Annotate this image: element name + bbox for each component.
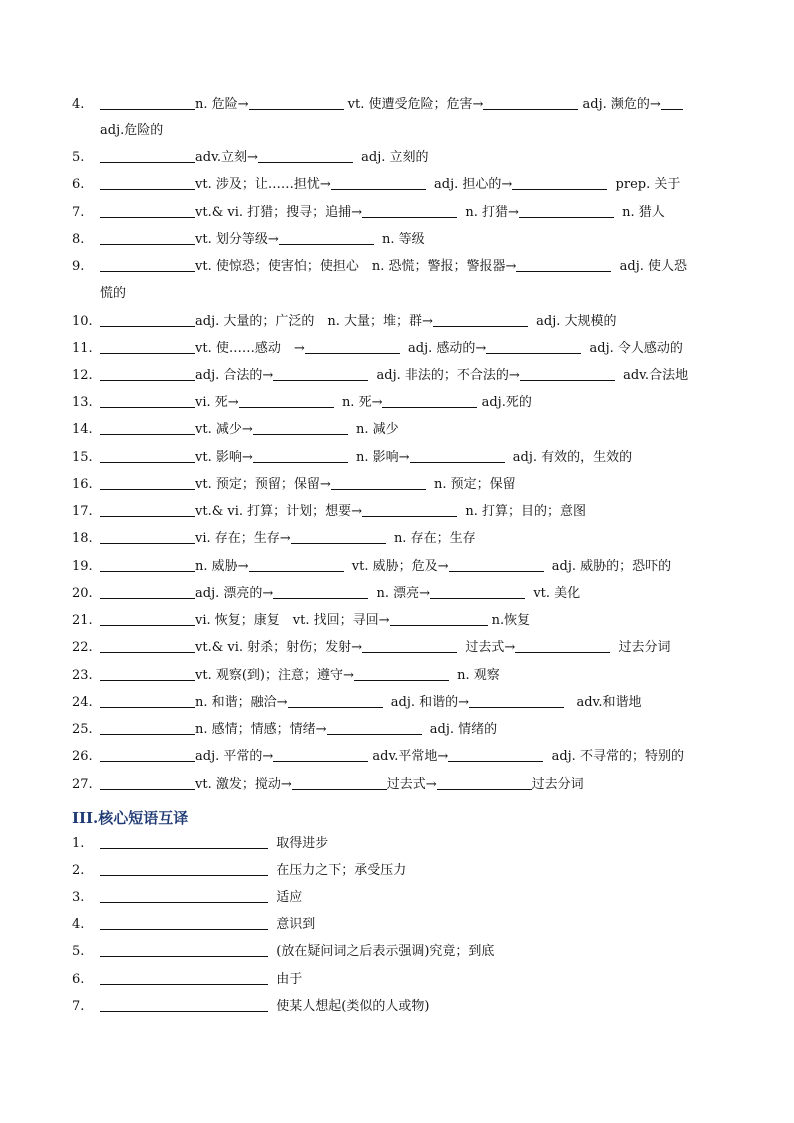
item-number: 2. — [72, 863, 85, 878]
item-text: 过去式→ — [465, 640, 516, 655]
item-text: 过去分词 — [618, 640, 671, 655]
item-continuation: 慌的 — [100, 286, 127, 301]
vocab-item — [72, 420, 732, 440]
answer-blank[interactable] — [100, 889, 268, 903]
item-number: 8. — [72, 232, 85, 247]
item-text: vt. 美化 — [533, 586, 581, 601]
item-text: n. 影响→ — [356, 450, 410, 465]
item-text: adj. 非法的；不合法的→ — [376, 368, 520, 383]
answer-blank[interactable] — [362, 639, 457, 653]
answer-blank[interactable] — [512, 176, 607, 190]
item-text: vt. 激发；搅动→ — [195, 777, 292, 792]
item-number: 27. — [72, 777, 93, 792]
phrase-meaning: 意识到 — [276, 917, 316, 932]
item-text: adj. 和谐的→ — [390, 695, 470, 710]
answer-blank[interactable] — [100, 943, 268, 957]
item-text: adj. 担心的→ — [434, 177, 513, 192]
vocab-item — [72, 529, 732, 549]
phrase-item — [72, 970, 732, 990]
item-text: n. 打猎→ — [465, 205, 519, 220]
vocab-item — [72, 312, 732, 332]
item-number: 25. — [72, 722, 93, 737]
item-text: n. 威胁→ — [195, 559, 249, 574]
item-text: n. 减少 — [356, 422, 399, 437]
phrase-meaning: 由于 — [276, 972, 303, 987]
section-title: III.核心短语互译 — [72, 809, 189, 827]
answer-blank[interactable] — [100, 639, 195, 653]
item-number: 6. — [72, 972, 85, 987]
item-number: 7. — [72, 205, 85, 220]
answer-blank[interactable] — [100, 394, 195, 408]
answer-blank[interactable] — [100, 231, 195, 245]
answer-blank[interactable] — [249, 558, 344, 572]
item-text: vt. 使……感动 → — [195, 341, 305, 356]
vocab-item — [72, 448, 732, 468]
phrase-meaning: (放在疑问词之后表示强调)究竟；到底 — [276, 944, 495, 959]
answer-blank[interactable] — [100, 835, 268, 849]
item-text: adj. 令人感动的 — [589, 341, 683, 356]
item-text: vt.& vi. 打猎；搜寻；追捕→ — [195, 205, 363, 220]
answer-blank[interactable] — [100, 748, 195, 762]
item-number: 7. — [72, 999, 85, 1014]
item-text: n. 观察 — [457, 668, 500, 683]
item-text: vt. 划分等级→ — [195, 232, 279, 247]
answer-blank[interactable] — [100, 971, 268, 985]
item-text: n.恢复 — [491, 613, 531, 628]
item-number: 13. — [72, 395, 93, 410]
vocab-item — [72, 175, 732, 195]
item-text: adj. 平常的→ — [195, 749, 274, 764]
answer-blank[interactable] — [258, 149, 353, 163]
item-text: adv.和谐地 — [576, 695, 642, 710]
item-text: 过去式→ — [386, 777, 437, 792]
vocab-item — [72, 230, 732, 250]
item-text: vi. 恢复；康复 vt. 找回；寻回→ — [195, 613, 390, 628]
item-text: adj. 大规模的 — [536, 314, 617, 329]
answer-blank[interactable] — [516, 258, 611, 272]
phrase-meaning: 在压力之下；承受压力 — [276, 863, 407, 878]
phrase-meaning: 使某人想起(类似的人或物) — [276, 999, 430, 1014]
item-text: n. 危险→ — [195, 97, 249, 112]
answer-blank[interactable] — [253, 421, 348, 435]
answer-blank[interactable] — [520, 367, 615, 381]
answer-blank[interactable] — [100, 421, 195, 435]
answer-blank[interactable] — [362, 503, 457, 517]
answer-blank[interactable] — [305, 340, 400, 354]
item-text: adj. 大量的；广泛的 n. 大量；堆；群→ — [195, 314, 433, 329]
answer-blank[interactable] — [273, 585, 368, 599]
answer-blank[interactable] — [100, 776, 195, 790]
answer-blank[interactable] — [486, 340, 581, 354]
item-number: 17. — [72, 504, 93, 519]
answer-blank[interactable] — [519, 204, 614, 218]
answer-blank[interactable] — [390, 612, 488, 626]
item-text: vt. 使遭受危险；危害→ — [347, 97, 484, 112]
answer-blank[interactable] — [239, 394, 334, 408]
answer-blank[interactable] — [100, 530, 195, 544]
answer-blank[interactable] — [331, 176, 426, 190]
answer-blank[interactable] — [100, 367, 195, 381]
item-number: 19. — [72, 559, 93, 574]
answer-blank[interactable] — [292, 776, 387, 790]
vocab-item — [72, 638, 732, 658]
item-text: vt. 减少→ — [195, 422, 253, 437]
answer-blank[interactable] — [100, 998, 268, 1012]
answer-blank[interactable] — [291, 530, 386, 544]
item-number: 10. — [72, 314, 93, 329]
item-number: 4. — [72, 97, 85, 112]
vocab-item — [72, 693, 732, 713]
item-text: n. 预定；保留 — [434, 477, 516, 492]
phrase-item — [72, 861, 732, 881]
item-text: vi. 存在；生存→ — [195, 531, 291, 546]
item-number: 22. — [72, 640, 93, 655]
answer-blank[interactable] — [100, 258, 195, 272]
answer-blank[interactable] — [449, 558, 544, 572]
item-text: adj. 有效的，生效的 — [512, 450, 633, 465]
item-text: n. 猎人 — [622, 205, 665, 220]
answer-blank[interactable] — [100, 667, 195, 681]
answer-blank[interactable] — [327, 721, 422, 735]
answer-blank[interactable] — [331, 476, 426, 490]
answer-blank[interactable] — [100, 449, 195, 463]
vocab-item — [72, 366, 732, 386]
vocab-item — [72, 475, 732, 495]
answer-blank[interactable] — [288, 694, 383, 708]
item-text: vi. 死→ — [195, 395, 239, 410]
vocab-item — [72, 203, 732, 223]
answer-blank[interactable] — [100, 612, 195, 626]
phrase-item — [72, 834, 732, 854]
answer-blank[interactable] — [448, 748, 543, 762]
vocab-item — [72, 502, 732, 522]
phrase-item — [72, 888, 732, 908]
item-text: n. 等级 — [382, 232, 425, 247]
answer-blank[interactable] — [483, 96, 578, 110]
item-number: 21. — [72, 613, 93, 628]
item-number: 5. — [72, 944, 85, 959]
item-text: adv.平常地→ — [372, 749, 449, 764]
answer-blank[interactable] — [273, 748, 368, 762]
phrase-item — [72, 915, 732, 935]
item-text: adv.立刻→ — [195, 150, 258, 165]
item-number: 24. — [72, 695, 93, 710]
item-text: vt. 影响→ — [195, 450, 253, 465]
answer-blank[interactable] — [469, 694, 564, 708]
phrase-meaning: 适应 — [276, 890, 303, 905]
vocab-item — [72, 95, 732, 115]
vocab-item — [72, 148, 732, 168]
vocab-item — [72, 775, 732, 795]
item-text: adj. 漂亮的→ — [195, 586, 274, 601]
item-text: adj. 使人恐 — [619, 259, 688, 274]
item-number: 20. — [72, 586, 93, 601]
answer-blank[interactable] — [515, 639, 610, 653]
vocab-item — [72, 339, 732, 359]
answer-blank[interactable] — [100, 149, 195, 163]
item-number: 15. — [72, 450, 93, 465]
vocab-item — [72, 257, 732, 277]
item-number: 9. — [72, 259, 85, 274]
answer-blank[interactable] — [661, 96, 683, 110]
item-text: 过去分词 — [531, 777, 584, 792]
phrase-item — [72, 997, 732, 1017]
item-number: 6. — [72, 177, 85, 192]
answer-blank[interactable] — [249, 96, 344, 110]
item-text: vt.& vi. 打算；计划；想要→ — [195, 504, 363, 519]
item-continuation: adj.危险的 — [100, 123, 164, 138]
phrase-item — [72, 942, 732, 962]
item-text: n. 死→ — [341, 395, 383, 410]
answer-blank[interactable] — [100, 176, 195, 190]
vocab-item — [72, 557, 732, 577]
item-text: adj. 情绪的 — [429, 722, 498, 737]
item-text: prep. 关于 — [615, 177, 681, 192]
item-number: 14. — [72, 422, 93, 437]
item-text: adj. 濒危的→ — [582, 97, 661, 112]
item-number: 1. — [72, 836, 85, 851]
item-text: adj. 合法的→ — [195, 368, 274, 383]
item-text: vt. 预定；预留；保留→ — [195, 477, 331, 492]
item-text: adj. 不寻常的；特别的 — [551, 749, 684, 764]
item-number: 5. — [72, 150, 85, 165]
item-text: vt. 观察(到)；注意；遵守→ — [195, 668, 354, 683]
answer-blank[interactable] — [100, 721, 195, 735]
answer-blank[interactable] — [273, 367, 368, 381]
item-number: 23. — [72, 668, 93, 683]
item-number: 11. — [72, 341, 93, 356]
item-number: 26. — [72, 749, 93, 764]
item-text: vt. 威胁；危及→ — [351, 559, 449, 574]
item-number: 16. — [72, 477, 93, 492]
answer-blank[interactable] — [100, 558, 195, 572]
item-number: 18. — [72, 531, 93, 546]
item-text: n. 打算；目的；意图 — [465, 504, 586, 519]
item-text: adj. 感动的→ — [408, 341, 487, 356]
item-text: vt.& vi. 射杀；射伤；发射→ — [195, 640, 363, 655]
item-number: 3. — [72, 890, 85, 905]
vocab-item — [72, 666, 732, 686]
item-text: adj. 立刻的 — [361, 150, 429, 165]
answer-blank[interactable] — [100, 476, 195, 490]
answer-blank[interactable] — [430, 585, 525, 599]
item-number: 12. — [72, 368, 93, 383]
item-text: n. 感情；情感；情绪→ — [195, 722, 327, 737]
answer-blank[interactable] — [100, 916, 268, 930]
answer-blank[interactable] — [382, 394, 477, 408]
answer-blank[interactable] — [437, 776, 532, 790]
item-text: n. 漂亮→ — [376, 586, 431, 601]
answer-blank[interactable] — [433, 313, 528, 327]
vocab-item — [72, 584, 732, 604]
answer-blank[interactable] — [410, 449, 505, 463]
answer-blank[interactable] — [100, 503, 195, 517]
phrase-meaning: 取得进步 — [276, 836, 329, 851]
item-text: adj. 威胁的；恐吓的 — [551, 559, 672, 574]
answer-blank[interactable] — [279, 231, 374, 245]
answer-blank[interactable] — [354, 667, 449, 681]
answer-blank[interactable] — [253, 449, 348, 463]
vocab-item — [72, 747, 732, 767]
answer-blank[interactable] — [100, 204, 195, 218]
item-text: adv.合法地 — [623, 368, 689, 383]
answer-blank[interactable] — [100, 313, 195, 327]
item-text: n. 和谐；融洽→ — [195, 695, 288, 710]
answer-blank[interactable] — [100, 862, 268, 876]
item-text: vt. 涉及；让……担忧→ — [195, 177, 331, 192]
answer-blank[interactable] — [100, 585, 195, 599]
answer-blank[interactable] — [100, 694, 195, 708]
item-text: vt. 使惊恐；使害怕；使担心 n. 恐慌；警报；警报器→ — [195, 259, 517, 274]
item-number: 4. — [72, 917, 85, 932]
vocab-item — [72, 611, 732, 631]
answer-blank[interactable] — [100, 96, 195, 110]
item-text: n. 存在；生存 — [393, 531, 476, 546]
vocab-item — [72, 720, 732, 740]
vocab-item — [72, 393, 732, 413]
item-text: adj.死的 — [481, 395, 532, 410]
answer-blank[interactable] — [100, 340, 195, 354]
answer-blank[interactable] — [362, 204, 457, 218]
